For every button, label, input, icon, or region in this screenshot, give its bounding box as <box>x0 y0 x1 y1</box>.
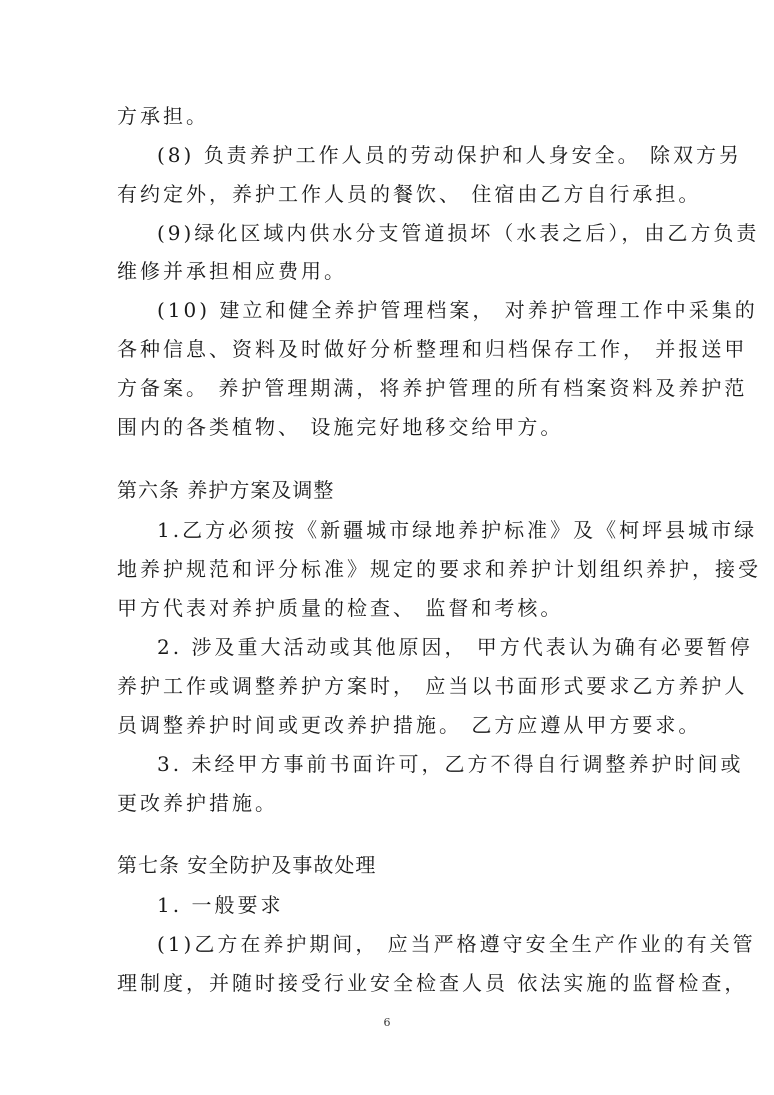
article-6-item-1: 1.乙方必须按《新疆城市绿地养护标准》及《柯坪县城市绿 <box>157 518 758 542</box>
text-line: 有约定外，养护工作人员的餐饮、 住宿由乙方自行承担。 <box>117 182 702 206</box>
article-7-item-1: 1. 一般要求 <box>157 893 284 917</box>
text-line: 养护工作或调整养护方案时， 应当以书面形式要求乙方养护人 <box>117 674 748 698</box>
text-line: 维修并承担相应费用。 <box>117 259 347 283</box>
page-number: 6 <box>383 1016 391 1029</box>
section-heading-article-7: 第七条 安全防护及事故处理 <box>117 853 377 877</box>
text-line: 员调整养护时间或更改养护措施。 乙方应遵从甲方要求。 <box>117 713 702 737</box>
text-line: 地养护规范和评分标准》规定的要求和养护计划组织养护，接受 <box>117 557 761 581</box>
text-line: 更改养护措施。 <box>117 791 278 815</box>
text-line: 方备案。 养护管理期满，将养护管理的所有档案资料及养护范 <box>117 376 748 400</box>
article-7-subitem-1: (1)乙方在养护期间， 应当严格遵守安全生产作业的有关管 <box>157 932 756 956</box>
section-heading-article-6: 第六条 养护方案及调整 <box>117 478 335 502</box>
article-6-item-3: 3. 未经甲方事前书面许可，乙方不得自行调整养护时间或 <box>157 752 744 776</box>
text-line: 方承担。 <box>117 104 209 128</box>
article-6-item-2: 2. 涉及重大活动或其他原因， 甲方代表认为确有必要暂停 <box>157 635 753 659</box>
clause-10: (10) 建立和健全养护管理档案， 对养护管理工作中采集的 <box>157 298 758 322</box>
clause-9: (9)绿化区域内供水分支管道损坏（水表之后），由乙方负责 <box>157 221 760 245</box>
clause-8: (8) 负责养护工作人员的劳动保护和人身安全。 除双方另 <box>157 143 743 167</box>
text-line: 围内的各类植物、 设施完好地移交给甲方。 <box>117 415 564 439</box>
text-line: 甲方代表对养护质量的检查、 监督和考核。 <box>117 596 564 620</box>
text-line: 理制度，并随时接受行业安全检查人员 依法实施的监督检查， <box>117 971 748 995</box>
text-line: 各种信息、资料及时做好分析整理和归档保存工作， 并报送甲 <box>117 337 748 361</box>
